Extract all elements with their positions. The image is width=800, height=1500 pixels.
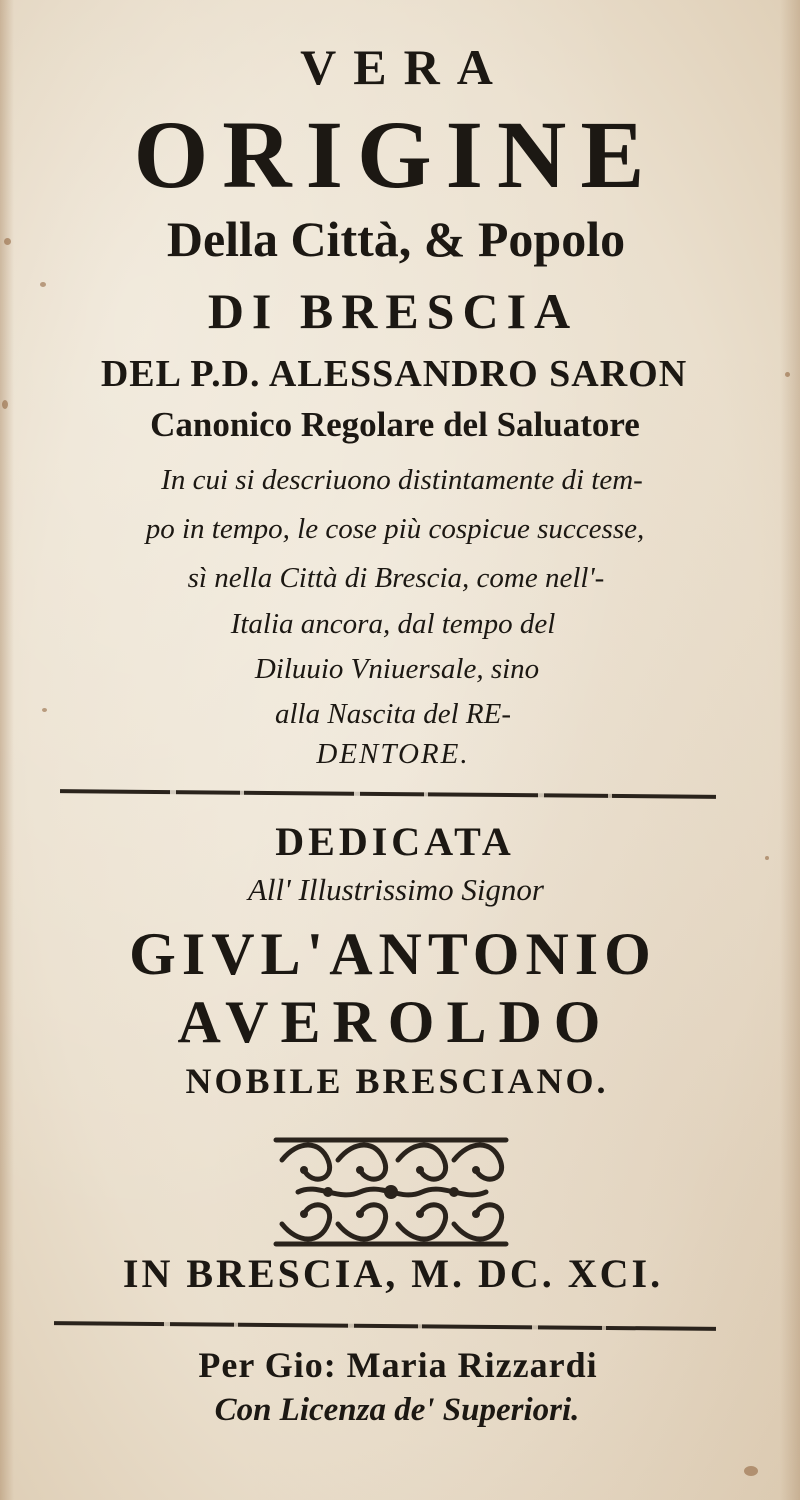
foxing-spot bbox=[744, 1466, 758, 1476]
description-line: alla Nascita del RE- bbox=[275, 698, 511, 730]
description-line: Italia ancora, dal tempo del bbox=[230, 608, 556, 640]
description-line: DENTORE. bbox=[316, 738, 470, 770]
description-line: In cui si descriuono distintamente di tem- bbox=[161, 464, 643, 496]
title-origine: ORIGINE bbox=[133, 101, 659, 208]
printer-line: Per Gio: Maria Rizzardi bbox=[198, 1345, 598, 1385]
dedication-illustrissimo: All' Illustrissimo Signor bbox=[248, 872, 544, 907]
fleuron-ornament bbox=[268, 1128, 514, 1256]
divider-rule-lower bbox=[54, 1321, 716, 1331]
dedicata-label: DEDICATA bbox=[275, 819, 515, 864]
license-line: Con Licenza de' Superiori. bbox=[214, 1392, 580, 1428]
dedicatee-surname: AVEROLDO bbox=[177, 989, 613, 1055]
author-line: DEL P.D. ALESSANDRO SARON bbox=[100, 353, 688, 395]
divider-rule-upper bbox=[60, 789, 716, 799]
dedicatee-name: GIVL'ANTONIO bbox=[129, 921, 657, 987]
title-vera: VERA bbox=[300, 39, 510, 95]
description-line: Diluuio Vniuersale, sino bbox=[254, 653, 540, 685]
subtitle-della-citta: Della Città, & Popolo bbox=[166, 211, 626, 267]
description-line: po in tempo, le cose più cospicue successe, bbox=[145, 513, 645, 545]
imprint-place-date: IN BRESCIA, M. DC. XCI. bbox=[122, 1251, 664, 1296]
dedicatee-title: NOBILE BRESCIANO. bbox=[185, 1061, 609, 1101]
description-line: sì nella Città di Brescia, come nell'- bbox=[187, 562, 605, 594]
subtitle-di-brescia: DI BRESCIA bbox=[207, 283, 579, 339]
author-office: Canonico Regolare del Saluatore bbox=[150, 405, 640, 444]
